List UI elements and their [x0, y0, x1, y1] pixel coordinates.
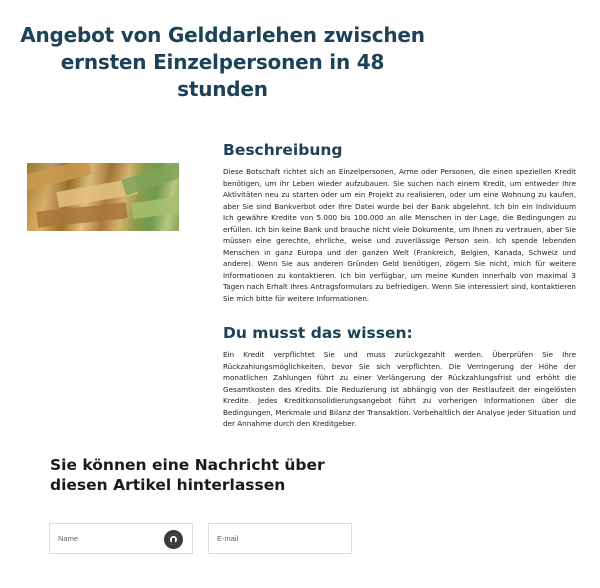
banknote-shape	[121, 163, 179, 195]
name-field-placeholder: Name	[58, 534, 79, 543]
banknote-shape	[36, 202, 127, 227]
banknote-shape	[131, 195, 179, 219]
beschreibung-text: Diese Botschaft richtet sich an Einzelpersonen, Arme oder Personen, die einen speziellen Kredit benötigen, um ihr Leben wieder aufzubauen. Sie suchen nach einem Kredit, um entweder Ihre Aktivitäten neu zu starten oder um ein Projekt zu realisieren, oder um eine Wohnung zu kaufen, aber Sie sind Bankverbot oder Ihre Datei wurde bei der Bank abgelehnt. Ich bin ein Individuum Ich gewähre Kredite von 5.000 bis 100.000 an alle Menschen in der Lage, die Bedingungen zu erfüllen. Ich bin keine Bank und brauche nicht viele Dokumente, um Ihnen zu vertrauen, aber Sie müssen eine gerechte, ehrliche, weise und zuverlässige Person sein. Ich spende lebenden Menschen in ganz Europa und der ganzen Welt (Frankreich, Belgien, Kanada, Schweiz und andere). Wenn Sie aus anderen Gründen Geld benötigen, zögern Sie nicht, mich für weitere Informationen zu kontaktieren. Ich bin verfügbar, um meine Kunden innerhalb von maximal 3 Tagen nach Erhalt Ihres Antragsformulars zu befriedigen. Wenn Sie interessiert sind, kontaktieren Sie mich bitte für weitere Informationen.	[223, 167, 576, 303]
email-field[interactable]	[208, 523, 352, 554]
email-field-placeholder: E-mail	[217, 534, 239, 543]
wissen-section	[223, 323, 576, 430]
beschreibung-section	[223, 140, 576, 304]
lock-icon[interactable]	[164, 530, 183, 549]
page-title: Angebot von Gelddarlehen zwischen ernsten Einzelpersonen in 48 stunden	[20, 23, 425, 101]
beschreibung-heading: Beschreibung	[223, 141, 343, 159]
name-field[interactable]	[49, 523, 193, 554]
money-banknotes-image	[27, 163, 179, 231]
wissen-heading: Du musst das wissen:	[223, 324, 413, 342]
wissen-text: Ein Kredit verpflichtet Sie und muss zurückgezahlt werden. Überprüfen Sie Ihre Rückzahlungsmöglichkeiten, bevor Sie sich verpflichten. Die Verringerung der Höhe der monatlichen Zahlungen führt zu einer Verlängerung der Rückzahlungsfrist und erhöht die Gesamtkosten des Kredits. Die Reduzierung ist abhängig von der Restlaufzeit der eingelösten Kredite. Jedes Kreditkonsolidierungsangebot führt zu vorherigen Informationen über die Bedingungen, Merkmale und Bilanz der Transaktion. Vorbehaltlich der Analyse jeder Situation und der Annahme durch den Kreditgeber.	[223, 350, 576, 428]
comment-form-heading: Sie können eine Nachricht über diesen Artikel hinterlassen	[50, 456, 325, 494]
